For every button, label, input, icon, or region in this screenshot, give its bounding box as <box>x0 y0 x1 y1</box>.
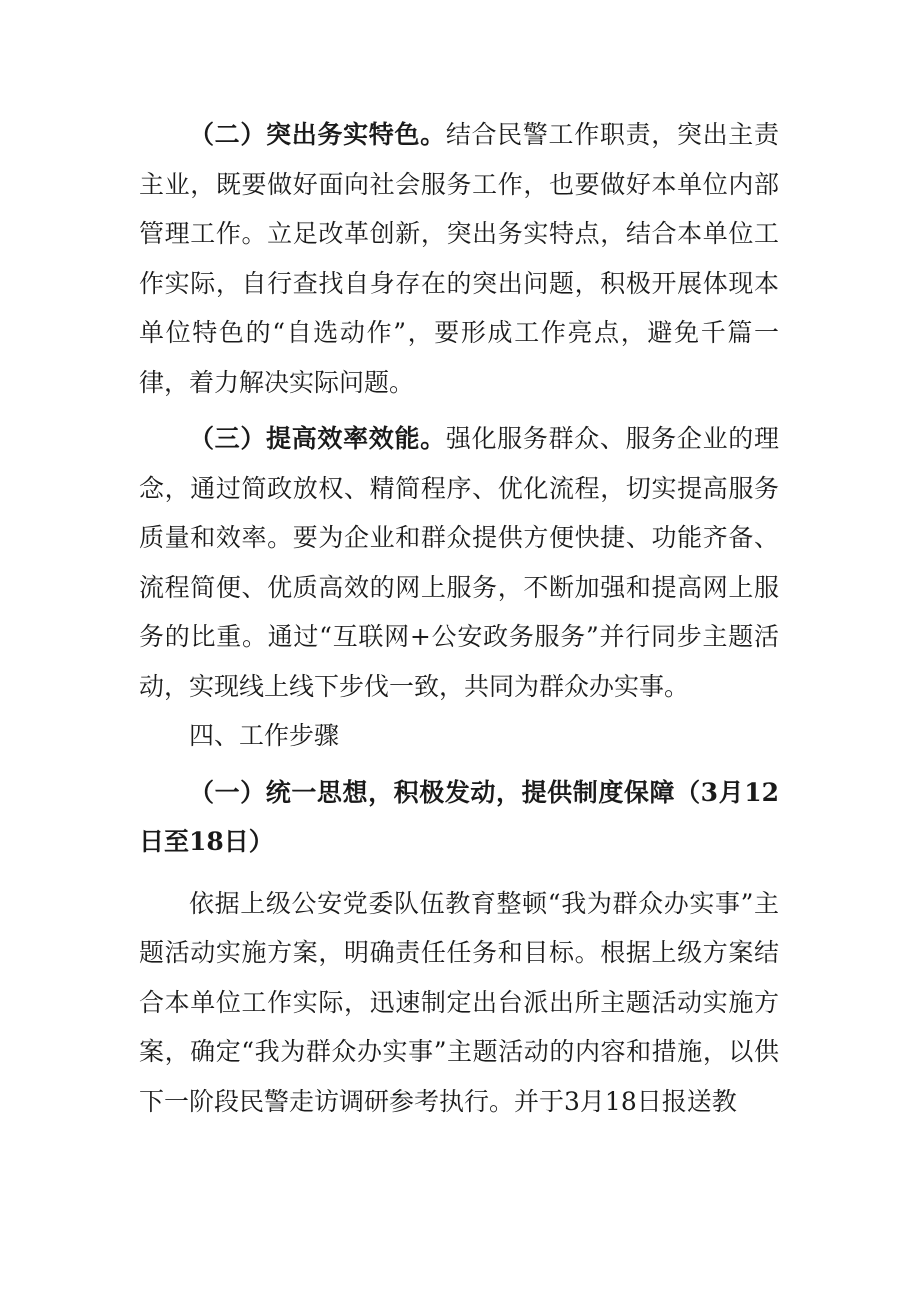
paragraph-lead: （三）提高效率效能。 <box>189 424 446 453</box>
paragraph-improve-efficiency <box>139 414 779 711</box>
paragraph-text: 依据上级公安党委队伍教育整顿“我为群众办实事”主题活动实施方案，明确责任任务和目标。根据上级方案结合本单位工作实际，迅速制定出台派出所主题活动实施方案，确定“我为群众办实事”主题活动的内容和措施，以供下一阶段民警走访调研参考执行。并于3月18日报送教 <box>139 888 779 1116</box>
paragraph-lead: （二）突出务实特色。 <box>189 120 446 149</box>
document-body <box>139 110 779 1126</box>
paragraph-text: 强化服务群众、服务企业的理念，通过简政放权、精简程序、优化流程，切实提高服务质量和效率。要为企业和群众提供方便快捷、功能齐备、流程简便、优质高效的网上服务，不断加强和提高网上服务的比重。通过“互联网+公安政务服务”并行同步主题活动，实现线上线下步伐一致，共同为群众办实事。 <box>139 424 779 701</box>
paragraph-lead: （一）统一思想，积极发动，提供制度保障（3月12日至18日） <box>139 777 779 856</box>
paragraph-step-one-body <box>139 879 779 1127</box>
paragraph-step-one-title <box>139 768 779 867</box>
paragraph-text: 结合民警工作职责，突出主责主业，既要做好面向社会服务工作，也要做好本单位内部管理工作。立足改革创新，突出务实特点，结合本单位工作实际，自行查找自身存在的突出问题，积极开展体现本单位特色的“自选动作”，要形成工作亮点，避免千篇一律，着力解决实际问题。 <box>139 120 779 397</box>
paragraph-highlight-practical <box>139 110 779 407</box>
section-heading: 四、工作步骤 <box>189 721 340 750</box>
